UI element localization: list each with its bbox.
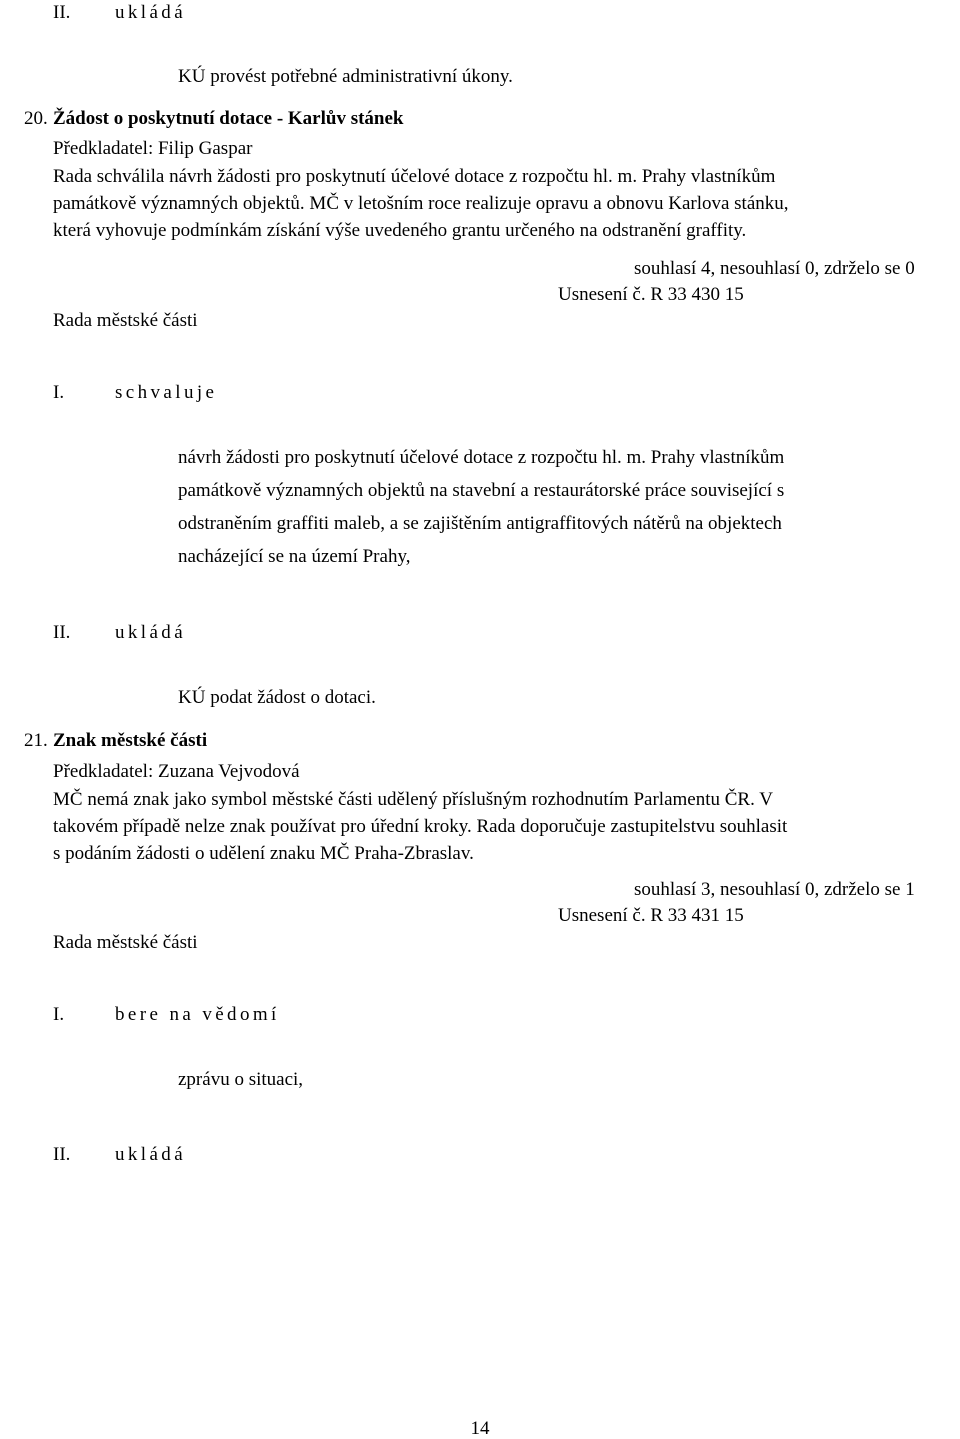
section-verb: ukládá	[115, 622, 187, 643]
section-roman-numeral: II.	[53, 1144, 71, 1165]
section-verb: ukládá	[115, 1144, 187, 1165]
vote-result: souhlasí 4, nesouhlasí 0, zdrželo se 0	[634, 258, 915, 279]
item-presenter: Předkladatel: Filip Gaspar	[53, 138, 253, 159]
description-line: MČ nemá znak jako symbol městské části udělený příslušným rozhodnutím Parlamentu ČR. V	[53, 789, 773, 810]
item-presenter: Předkladatel: Zuzana Vejvodová	[53, 761, 300, 782]
task-text: KÚ podat žádost o dotaci.	[178, 687, 376, 708]
vote-result: souhlasí 3, nesouhlasí 0, zdrželo se 1	[634, 879, 915, 900]
item-number: 21.	[24, 730, 48, 751]
section-verb: bere na vědomí	[115, 1004, 280, 1025]
task-text: KÚ provést potřebné administrativní úkony.	[178, 66, 513, 87]
approval-line: nacházející se na území Prahy,	[178, 546, 411, 567]
resolution-number: Usnesení č. R 33 431 15	[558, 905, 744, 926]
description-line: památkově významných objektů. MČ v letošním roce realizuje opravu a obnovu Karlova stánku,	[53, 193, 789, 214]
approval-text	[178, 441, 784, 573]
page-number: 14	[470, 1418, 490, 1439]
council-label: Rada městské části	[53, 310, 198, 331]
section-verb: ukládá	[115, 2, 187, 23]
noted-text: zprávu o situaci,	[178, 1069, 304, 1090]
section-verb: schvaluje	[115, 382, 218, 403]
description-line: Rada schválila návrh žádosti pro poskytnutí účelové dotace z rozpočtu hl. m. Prahy vlastníkům	[53, 166, 776, 187]
item-title: Znak městské části	[53, 730, 208, 751]
approval-line: památkově významných objektů na stavební a restaurátorské práce související s	[178, 480, 785, 501]
item-description	[53, 163, 789, 244]
item-number: 20.	[24, 108, 48, 129]
item-title: Žádost o poskytnutí dotace - Karlův stánek	[53, 108, 404, 129]
council-label: Rada městské části	[53, 932, 198, 953]
description-line: která vyhovuje podmínkám získání výše uvedeného grantu určeného na odstranění graffity.	[53, 220, 747, 241]
section-roman-numeral: II.	[53, 622, 71, 643]
description-line: s podáním žádosti o udělení znaku MČ Praha-Zbraslav.	[53, 843, 474, 864]
resolution-number: Usnesení č. R 33 430 15	[558, 284, 744, 305]
section-roman-numeral: II.	[53, 2, 71, 23]
approval-line: návrh žádosti pro poskytnutí účelové dotace z rozpočtu hl. m. Prahy vlastníkům	[178, 447, 785, 468]
approval-line: odstraněním graffiti maleb, a se zajištěním antigraffitových nátěrů na objektech	[178, 513, 782, 534]
section-roman-numeral: I.	[53, 382, 65, 403]
description-line: takovém případě nelze znak používat pro úřední kroky. Rada doporučuje zastupitelstvu souhlasit	[53, 816, 788, 837]
section-roman-numeral: I.	[53, 1004, 65, 1025]
item-description	[53, 786, 787, 867]
